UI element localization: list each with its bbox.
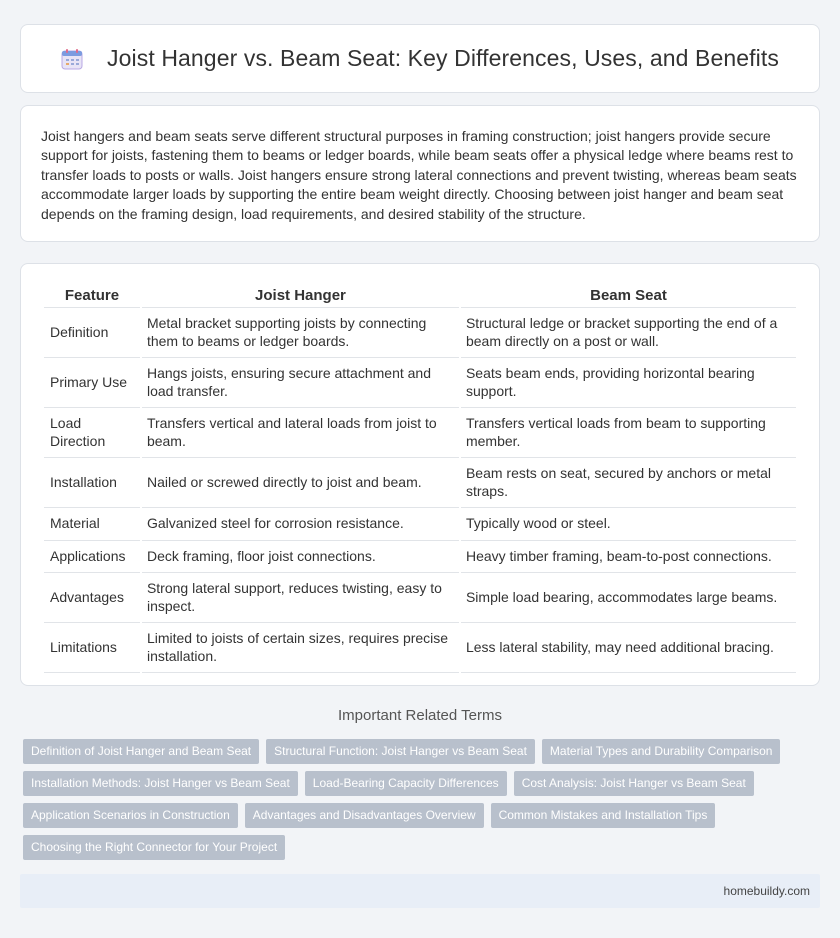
feature-cell: Primary Use (44, 358, 140, 408)
related-term-tag[interactable]: Cost Analysis: Joist Hanger vs Beam Seat (514, 771, 754, 796)
beam-seat-cell: Beam rests on seat, secured by anchors or metal straps. (461, 458, 796, 508)
joist-hanger-cell: Hangs joists, ensuring secure attachment and load transfer. (142, 358, 459, 408)
feature-cell: Applications (44, 541, 140, 574)
related-term-tag[interactable]: Choosing the Right Connector for Your Project (23, 835, 285, 860)
related-term-tag[interactable]: Application Scenarios in Construction (23, 803, 238, 828)
related-term-tag[interactable]: Definition of Joist Hanger and Beam Seat (23, 739, 259, 764)
table-row (44, 623, 796, 673)
beam-seat-cell: Seats beam ends, providing horizontal bearing support. (461, 358, 796, 408)
related-term-tag[interactable]: Structural Function: Joist Hanger vs Beam Seat (266, 739, 535, 764)
related-term-tag[interactable]: Common Mistakes and Installation Tips (491, 803, 716, 828)
related-terms-list (23, 739, 813, 867)
joist-hanger-cell: Deck framing, floor joist connections. (142, 541, 459, 574)
joist-hanger-cell: Transfers vertical and lateral loads from joist to beam. (142, 408, 459, 458)
joist-hanger-cell: Galvanized steel for corrosion resistance. (142, 508, 459, 541)
beam-seat-cell: Simple load bearing, accommodates large beams. (461, 573, 796, 623)
related-term-tag[interactable]: Advantages and Disadvantages Overview (245, 803, 484, 828)
header-card (20, 24, 820, 93)
beam-seat-cell: Heavy timber framing, beam-to-post connections. (461, 541, 796, 574)
comparison-table (42, 286, 798, 673)
feature-cell: Definition (44, 308, 140, 358)
intro-card (20, 105, 820, 242)
table-row (44, 541, 796, 574)
joist-hanger-cell: Nailed or screwed directly to joist and beam. (142, 458, 459, 508)
table-row (44, 573, 796, 623)
intro-paragraph: Joist hangers and beam seats serve different structural purposes in framing construction; joist hangers provide secure support for joists, fastening them to beams or ledger boards, while beam seats offer a physical ledge where beams rest to transfer loads to posts or walls. Joist hangers ensure strong lateral connections and prevent twisting, whereas beam seats accommodate larger loads by supporting the entire beam weight directly. Choosing between joist hanger and beam seat depends on the framing design, load requirements, and desired stability of the structure. (41, 128, 797, 222)
calendar-icon (61, 48, 83, 70)
feature-cell: Installation (44, 458, 140, 508)
table-header-row (44, 286, 796, 308)
comparison-table-card (20, 263, 820, 686)
footer-site-link[interactable]: homebuildy.com (723, 884, 810, 898)
related-term-tag[interactable]: Material Types and Durability Comparison (542, 739, 781, 764)
joist-hanger-cell: Strong lateral support, reduces twisting, easy to inspect. (142, 573, 459, 623)
related-term-tag[interactable]: Load-Bearing Capacity Differences (305, 771, 507, 796)
table-row (44, 508, 796, 541)
feature-cell: Load Direction (44, 408, 140, 458)
page-title: Joist Hanger vs. Beam Seat: Key Differences, Uses, and Benefits (107, 45, 779, 71)
related-term-tag[interactable]: Installation Methods: Joist Hanger vs Beam Seat (23, 771, 298, 796)
table-row (44, 358, 796, 408)
feature-cell: Advantages (44, 573, 140, 623)
footer (20, 874, 820, 908)
table-row (44, 458, 796, 508)
beam-seat-cell: Less lateral stability, may need additional bracing. (461, 623, 796, 673)
header-beam-seat: Beam Seat (461, 286, 796, 308)
joist-hanger-cell: Limited to joists of certain sizes, requires precise installation. (142, 623, 459, 673)
beam-seat-cell: Structural ledge or bracket supporting the end of a beam directly on a post or wall. (461, 308, 796, 358)
beam-seat-cell: Transfers vertical loads from beam to supporting member. (461, 408, 796, 458)
table-row (44, 308, 796, 358)
header-feature: Feature (44, 286, 140, 308)
feature-cell: Material (44, 508, 140, 541)
joist-hanger-cell: Metal bracket supporting joists by connecting them to beams or ledger boards. (142, 308, 459, 358)
table-row (44, 408, 796, 458)
beam-seat-cell: Typically wood or steel. (461, 508, 796, 541)
feature-cell: Limitations (44, 623, 140, 673)
related-terms-title: Important Related Terms (338, 707, 502, 724)
header-joist-hanger: Joist Hanger (142, 286, 459, 308)
